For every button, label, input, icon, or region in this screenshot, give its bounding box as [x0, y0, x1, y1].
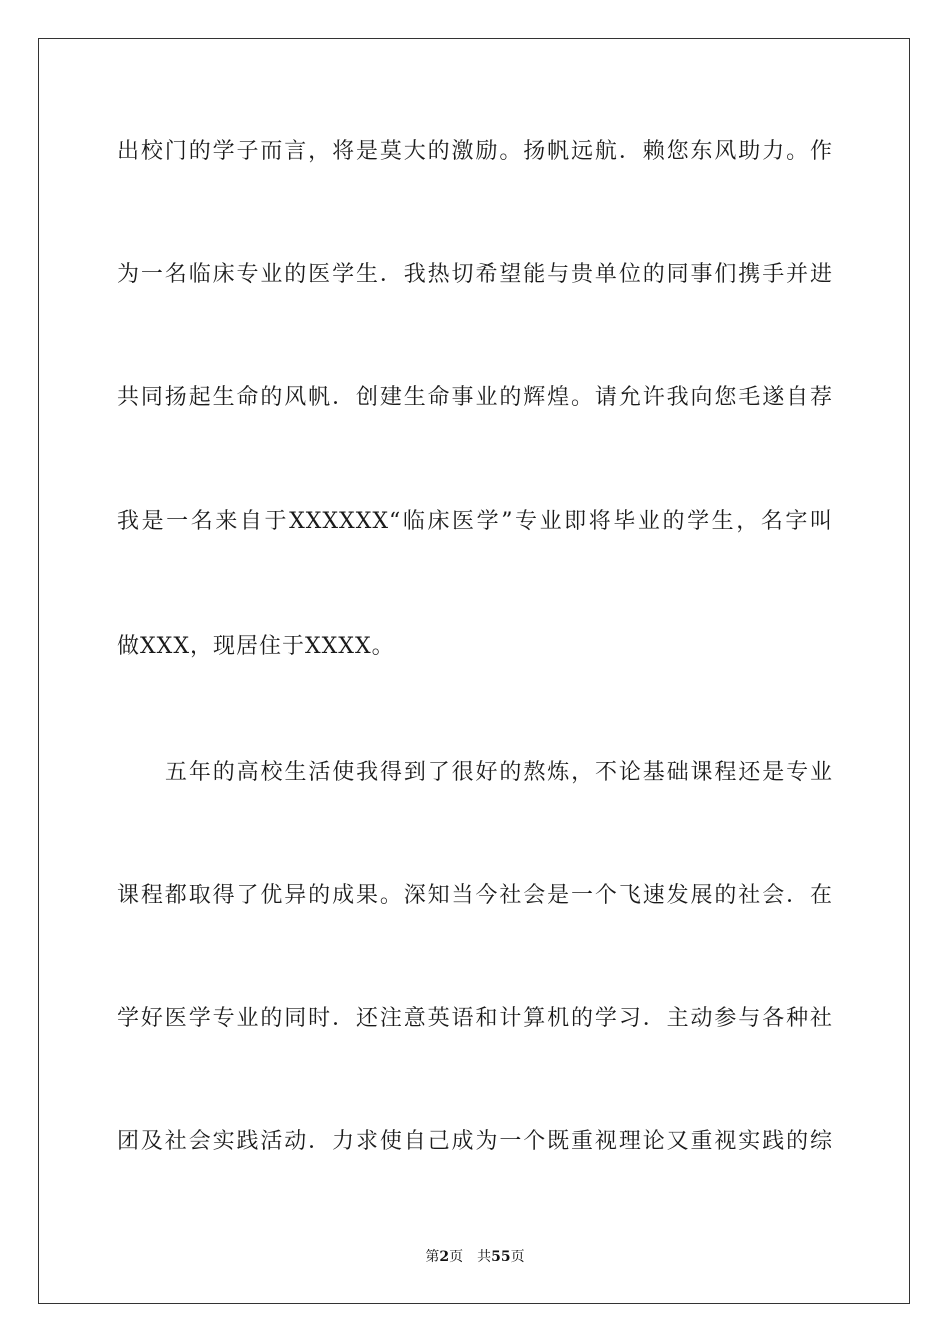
page-border	[38, 38, 910, 1304]
total-label-prefix: 共	[477, 1249, 492, 1265]
total-label-suffix: 页	[510, 1249, 525, 1265]
page-label-prefix: 第	[425, 1249, 440, 1265]
page-number: 2	[439, 1249, 450, 1265]
paragraph-first-line: 五年的高校生活使我得到了很好的熬炼，不论基础课程还是专业	[165, 760, 833, 785]
body-text-line: 出校门的学子而言，将是莫大的激励。扬帆远航．赖您东风助力。作	[117, 139, 833, 164]
body-text-line: 为一名临床专业的医学生．我热切希望能与贵单位的同事们携手并进	[117, 262, 833, 287]
body-text-line: 团及社会实践活动．力求使自己成为一个既重视理论又重视实践的综	[117, 1129, 833, 1154]
body-text-line: 做XXX，现居住于XXXX。	[117, 634, 395, 659]
body-text-line: 学好医学专业的同时．还注意英语和计算机的学习．主动参与各种社	[117, 1006, 833, 1031]
total-pages: 55	[491, 1249, 511, 1265]
body-text-line: 共同扬起生命的风帆．创建生命事业的辉煌。请允许我向您毛遂自荐	[117, 385, 833, 410]
page-footer	[0, 1248, 950, 1266]
body-text-line: 我是一名来自于XXXXXX“临床医学”专业即将毕业的学生，名字叫	[117, 509, 833, 534]
body-text-line: 课程都取得了优异的成果。深知当今社会是一个飞速发展的社会．在	[117, 883, 833, 908]
page-label-suffix: 页	[449, 1249, 464, 1265]
